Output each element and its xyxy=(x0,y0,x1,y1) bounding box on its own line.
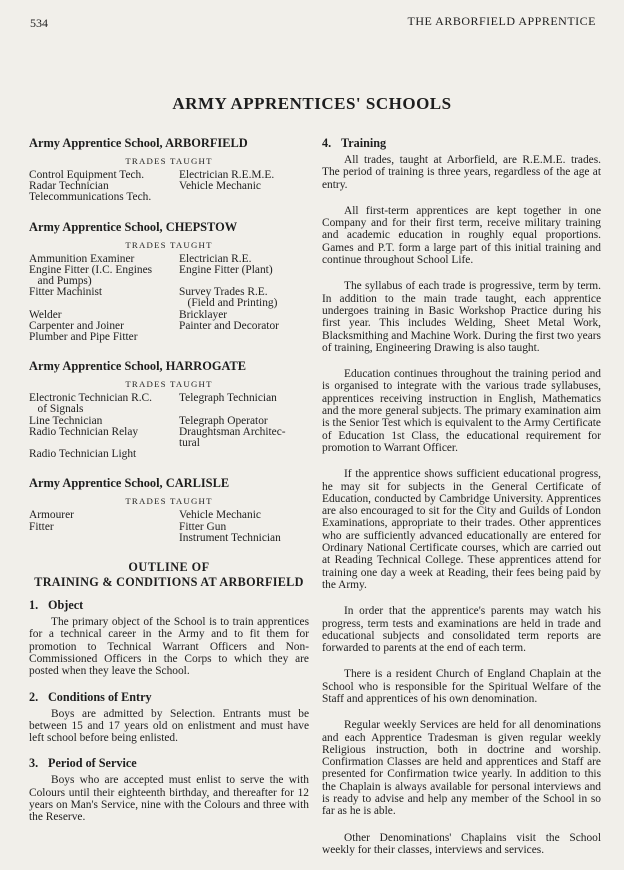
trade-item: Radio Technician Light xyxy=(29,448,137,461)
trade-item xyxy=(179,404,309,415)
right-column xyxy=(322,136,601,870)
trade-item: Electrician R.E.M.E. xyxy=(179,169,275,181)
trade-item: Fitter Gun xyxy=(179,520,227,533)
trade-item: Fitter Machinist xyxy=(29,286,103,299)
trades-taught-label: TRADES TAUGHT xyxy=(125,239,213,250)
trade-item: Armourer xyxy=(29,509,74,522)
section-number: 2. xyxy=(29,689,39,704)
section-heading xyxy=(29,598,309,613)
paragraph: The syllabus of each trade is progressive, term by term. In addition to the main trade taught, each apprentice undergoes training in Basic Workshop Practice during his first year. This includes Welding, Sheet Metal Work, Blacksmithing and Machine Work. During the first two years of training, Engineering Drawing is also taught. xyxy=(322,280,601,354)
trades-taught-label: TRADES TAUGHT xyxy=(125,379,213,390)
trade-item xyxy=(179,332,309,343)
running-title: THE ARBORFIELD APPRENTICE xyxy=(407,14,596,28)
trade-item: Welder xyxy=(29,308,62,321)
trade-item: Control Equipment Tech. xyxy=(29,169,145,181)
school-heading: Army Apprentice School, CARLISLE xyxy=(29,476,230,491)
paragraph: If the apprentice shows sufficient educational progress, he may sit for subjects in the General Certificate of Education, conducted by Cambridge University. Apprentices are also encouraged to sit for the City and Guilds of London Examinations, appropriate to their trades. Other apprentices who are sufficiently advanced educationally are entered for Ordinary National Certificate courses, which are carried out at Reading Technical College. These apprentices attend for training one day a week at Reading, their fees being paid by the Army. xyxy=(322,468,601,591)
trade-item: Electrician R.E. xyxy=(179,252,252,265)
section-number: 4. xyxy=(322,136,332,150)
paragraph: All first-term apprentices are kept together in one Company and for their first term, receive military training and academic education in roughly equal proportions. Games and P.T. form a large part of this initial training and continue throughout School Life. xyxy=(322,204,601,267)
paragraph: Boys who are accepted must enlist to serve the with Colours until their eighteenth birthday, and thereafter for 12 years on Man's Service, nine with the Colours and three with the Reserve. xyxy=(29,774,309,824)
paragraph: Other Denominations' Chaplains visit the School weekly for their classes, interviews and services. xyxy=(322,831,601,856)
paragraph: There is a resident Church of England Chaplain at the School who is responsible for the Spiritual Welfare of the Staff and apprentices of his own denomination. xyxy=(322,668,601,705)
paragraph: Education continues throughout the training period and is organised to integrate with the various trade syllabuses, apprentices receiving instruction in English, Mathematics and the more general subjects. The primary examination aim is the Senior Test which is equivalent to the Army Certificate of Education 1st Class, the educational requirement for promotion to Warrant Officer. xyxy=(322,368,601,454)
trade-item: Radar Technician xyxy=(29,180,109,193)
section-title: Training xyxy=(341,136,387,150)
trade-item: and Pumps) xyxy=(29,275,92,288)
trade-item: Instrument Technician xyxy=(179,531,281,544)
section-title: Period of Service xyxy=(48,756,137,771)
page-number: 534 xyxy=(30,16,48,30)
trade-item: Vehicle Mechanic xyxy=(179,180,261,193)
trade-item: Draughtsman Architec- xyxy=(179,425,286,438)
trade-item xyxy=(29,533,179,544)
paragraph: Boys are admitted by Selection. Entrants must be between 15 and 17 years old on enlistment and must have left school before being enlisted. xyxy=(29,707,309,745)
trades-taught-label: TRADES TAUGHT xyxy=(125,156,213,166)
section-title: Conditions of Entry xyxy=(48,689,152,704)
trade-item: Telegraph Operator xyxy=(179,414,268,427)
school-heading: Army Apprentice School, ARBORFIELD xyxy=(29,136,248,150)
trade-item xyxy=(179,192,309,203)
trade-item: Telecommunications Tech. xyxy=(29,191,152,204)
trade-item: Survey Trades R.E. xyxy=(179,286,268,299)
trade-item: Vehicle Mechanic xyxy=(179,509,261,522)
trades-list xyxy=(29,393,309,460)
school-heading: Army Apprentice School, CHEPSTOW xyxy=(29,219,238,234)
school-heading: Army Apprentice School, HARROGATE xyxy=(29,359,247,374)
trade-item: Bricklayer xyxy=(179,308,228,321)
section-title: Object xyxy=(48,598,84,613)
trade-item: Plumber and Pipe Fitter xyxy=(29,331,138,344)
section-heading xyxy=(29,756,309,771)
trade-item xyxy=(179,449,309,460)
trade-item: Carpenter and Joiner xyxy=(29,319,124,332)
paragraph: In order that the apprentice's parents may watch his progress, term tests and examinations are held in trade and educational subjects and consolidated term reports are forwarded to parents at the end of each term. xyxy=(322,605,601,655)
section-heading xyxy=(29,690,309,705)
trade-item: Fitter xyxy=(29,520,54,533)
section-number: 1. xyxy=(29,598,39,613)
page-title: ARMY APPRENTICES' SCHOOLS xyxy=(172,94,452,113)
trade-item: (Field and Printing) xyxy=(179,297,278,310)
paragraph: The primary object of the School is to train apprentices for a technical career in the Army and to fit them for promotion to Technical Warrant Officers and Non-Commissioned Officers in the Corps to which they are posted when they leave the School. xyxy=(29,616,309,678)
trade-item: Engine Fitter (Plant) xyxy=(179,263,273,276)
trade-item: Engine Fitter (I.C. Engines xyxy=(29,263,153,276)
trade-item: Electronic Technician R.C. xyxy=(29,392,152,405)
trade-item: tural xyxy=(179,437,200,450)
trades-list xyxy=(29,170,309,204)
section-heading xyxy=(322,136,601,151)
trade-item: Radio Technician Relay xyxy=(29,425,139,438)
trade-item: Ammunition Examiner xyxy=(29,252,135,265)
trade-item: Telegraph Technician xyxy=(179,392,277,405)
trades-taught-label: TRADES TAUGHT xyxy=(125,496,213,507)
left-column xyxy=(29,136,309,836)
trade-item xyxy=(29,298,179,309)
trade-item: of Signals xyxy=(29,403,84,416)
outline-heading: OUTLINE OF xyxy=(128,560,210,575)
trades-list xyxy=(29,254,309,344)
paragraph: Regular weekly Services are held for all denominations and each Apprentice Tradesman is given regular weekly Religious instruction, both in doctrine and worship. Confirmation Classes are held and apprentices and Staff are presented for Confirmation twice yearly. In addition to this the Chaplain is always available for personal interviews and is ready to advise and help any member of the School in so far as he is able. xyxy=(322,719,601,818)
paragraph: All trades, taught at Arborfield, are R.E.M.E. trades. The period of training is three years, regardless of the age at entry. xyxy=(322,154,601,191)
trade-item: Painter and Decorator xyxy=(179,319,279,332)
outline-subheading: TRAINING & CONDITIONS AT ARBORFIELD xyxy=(34,575,304,590)
trades-list xyxy=(29,510,309,544)
section-number: 3. xyxy=(29,756,39,771)
trade-item: Line Technician xyxy=(29,414,103,427)
